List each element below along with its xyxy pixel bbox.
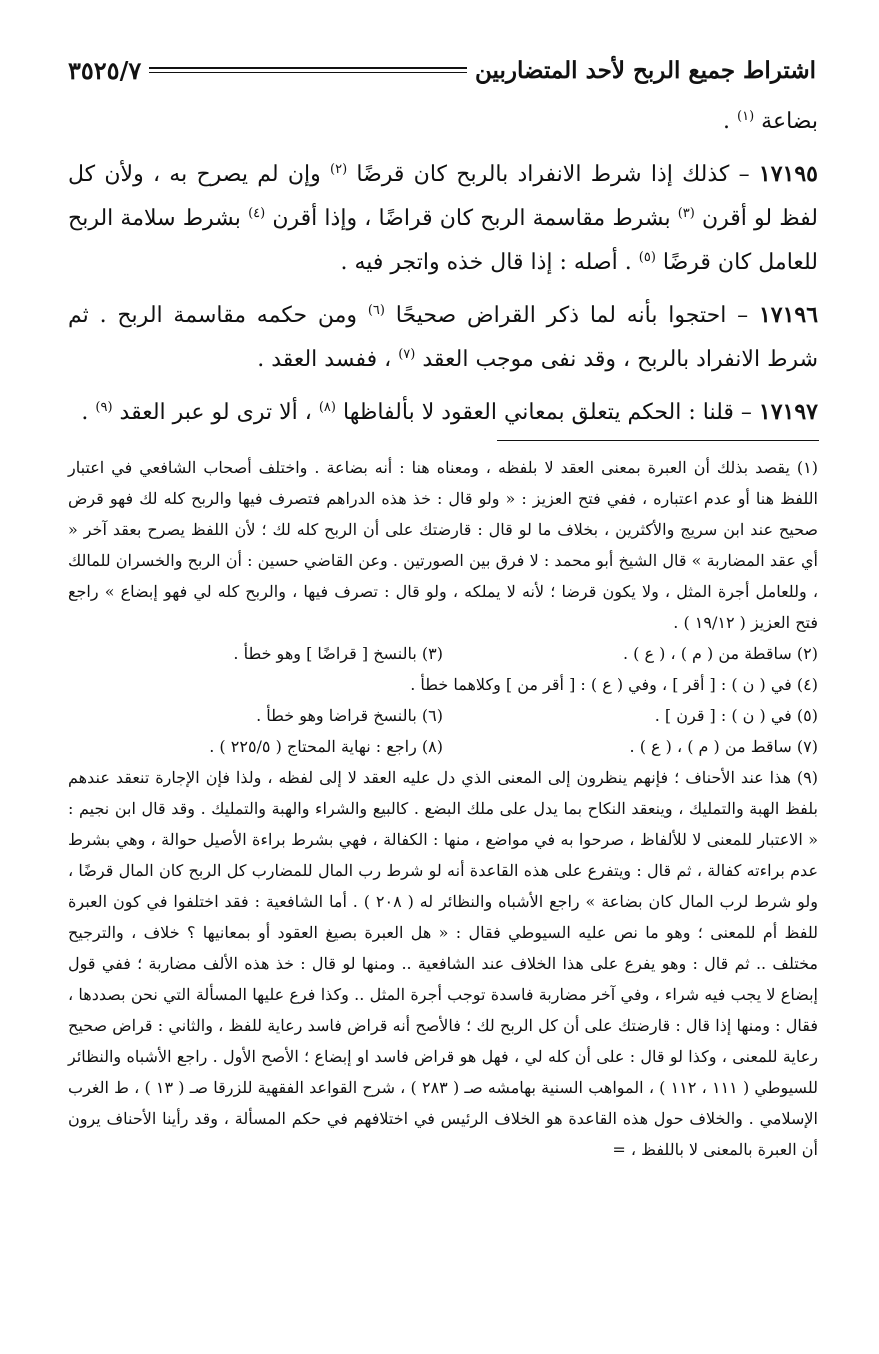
running-header — [68, 50, 816, 90]
header-rule — [149, 67, 467, 73]
footnote-ref: (٢) — [330, 162, 348, 177]
paragraph-number: ١٧١٩٦ — [758, 302, 819, 328]
footnote-row — [68, 731, 818, 762]
footnote-ref: (٨) — [318, 400, 336, 415]
paragraph-number: ١٧١٩٥ — [758, 161, 818, 187]
footnote-6: (٦) بالنسخ قراضا وهو خطأ . — [256, 706, 443, 725]
paragraph-17195: ١٧١٩٥ – كذلك إذا شرط الانفراد بالربح كان قرضًا $^{(٢)}$ وإن لم يصرح به ، ولأن كل لفظ لو أقرن $^{(٣)}$ بشرط مقاسمة الربح كان قراضًا ، وإذا أقرن $^{(٤)}$ بشرط سلامة الربح للعامل كان قرضًا $^{(٥)}$ . أصله : إذا قال خذه واتجر فيه . — [68, 161, 818, 275]
footnote-1: (١) يقصد بذلك أن العبرة بمعنى العقد لا بلفظه ، ومعناه هنا : أنه بضاعة . واختلف أصحاب الشافعي في اعتبار اللفظ هنا أو عدم اعتباره ، ففي فتح العزيز : « ولو قال : خذ هذه الدراهم فتصرف فيها والربح كله لك فهو قرض صحيح عند ابن سريج والأكثرين ، بخلاف ما لو قال : قارضتك على أن الربح كله لك ؛ لأن اللفظ يصرح بعقد آخر « أي عقد المضاربة » قال الشيخ أبو محمد : لا فرق بين الصورتين . وعن القاضي حسين : أن الربح والخسران للمالك ، وللعامل أجرة المثل ، ولا يكون قرضا ؛ لأنه لا يملكه ، ولو قال : تصرف فيها ، والربح كله لي فهو إبضاع » راجع فتح العزيز ( ١٩/١٢ ) . — [68, 458, 818, 632]
footnote-ref: (٥) — [638, 250, 656, 265]
footnote-ref: (٤) — [248, 206, 266, 221]
footnote-ref: (٣) — [677, 206, 695, 221]
footnote-row — [68, 700, 818, 731]
footnote-5: (٥) في ( ن ) : [ قرن ] . — [654, 706, 818, 725]
footnote-ref: (١) — [737, 109, 755, 124]
footnote-ref: (٦) — [367, 303, 385, 318]
paragraph-number: ١٧١٩٧ — [758, 399, 818, 425]
main-text — [68, 100, 818, 443]
footnote-9: (٩) هذا عند الأحناف ؛ فإنهم ينظرون إلى المعنى الذي دل عليه العقد لا إلى لفظه ، ولذا فإن الإجارة تنعقد عندهم بلفظ الهبة والتمليك ، وينعقد النكاح بما يدل على ملك البضع . كالبيع والشراء والهبة والتمليك . وقد قال ابن نجيم : « الاعتبار للمعنى لا للألفاظ ، صرحوا به في مواضع ، منها : الكفالة ، فهي بشرط براءة الأصيل حوالة ، وهي بشرط عدم براءته كفالة ، ثم قال : ويتفرع على هذه القاعدة أنه لو شرط رب المال للمضارب كل الربح كان المال قرضًا ، ولو شرط لرب المال كان بضاعة » راجع الأشباه والنظائر له ( ٢٠٨ ) . أما الشافعية : فقد اختلفوا في كون العبرة للفظ أم للمعنى ؛ وهو ما نص عليه السيوطي فقال : « هل العبرة بصيغ العقود أو بمعانيها ؟ خلاف ، والترجيح مختلف .. ثم قال : وهو يفرع على هذا الخلاف عند الشافعية .. ومنها لو قال : خذ هذه الألف مضاربة ؛ ففي قول إبضاع لا يجب فيه شراء ، وفي آخر مضاربة فاسدة توجب أجرة المثل .. وكذا فرع عليها المسألة التي نحن بصددها ، فقال : ومنها إذا قال : قارضتك على أن كل الربح لك ؛ فالأصح أنه قراض فاسد رعاية للفظ ، والثاني : قراض صحيح رعاية للمعنى ، وكذا لو قال : على أن كله لي ، فهل هو قراض فاسد او إبضاع ؛ الأصح الأول . راجع الأشباه والنظائر للسيوطي ( ١١١ ، ١١٢ ) ، المواهب السنية بهامشه صـ ( ٢٨٣ ) ، شرح القواعد الفقهية للزرقا صـ ( ١٣ ) ، ط الغرب الإسلامي . والخلاف حول هذه القاعدة هو الخلاف الرئيس في اختلافهم في حكم المسألة ، وقد رأينا الأحناف يرون أن العبرة بالمعنى لا باللفظ ، = — [68, 768, 819, 1159]
paragraph-17196: ١٧١٩٦ – احتجوا بأنه لما ذكر القراض صحيحًا $^{(٦)}$ ومن حكمه مقاسمة الربح . ثم شرط الانفراد بالربح ، وقد نفى موجب العقد $^{(٧)}$ ، ففسد العقد . — [68, 302, 819, 372]
footnote-7: (٧) ساقط من ( م ) ، ( ع ) . — [629, 737, 818, 756]
footnote-ref: (٩) — [95, 400, 113, 415]
footnote-ref: (٧) — [398, 347, 416, 362]
footnote-row — [68, 638, 818, 669]
footnote-4: (٤) في ( ن ) : [ أقر ] ، وفي ( ع ) : [ أقر من ] وكلاهما خطأ . — [410, 675, 818, 694]
paragraph-17197: ١٧١٩٧ – قلنا : الحكم يتعلق بمعاني العقود لا بألفاظها $^{(٨)}$ ، ألا ترى لو عبر العقد $^{(٩)}$ . — [81, 399, 818, 425]
footnote-3: (٣) بالنسخ [ قراضًا ] وهو خطأ . — [233, 644, 443, 663]
footnote-8: (٨) راجع : نهاية المحتاج ( ٢٢٥/٥ ) . — [209, 737, 443, 756]
footnote-2: (٢) ساقطة من ( م ) ، ( ع ) . — [623, 644, 818, 663]
footnotes — [68, 452, 818, 1165]
footnote-separator — [497, 440, 819, 441]
paragraph-continuation: بضاعة $^{(١)}$ . — [723, 109, 818, 134]
header-title: اشتراط جميع الربح لأحد المتضاربين — [475, 56, 816, 84]
page-number: ٣٥٢٥/٧ — [68, 55, 142, 85]
